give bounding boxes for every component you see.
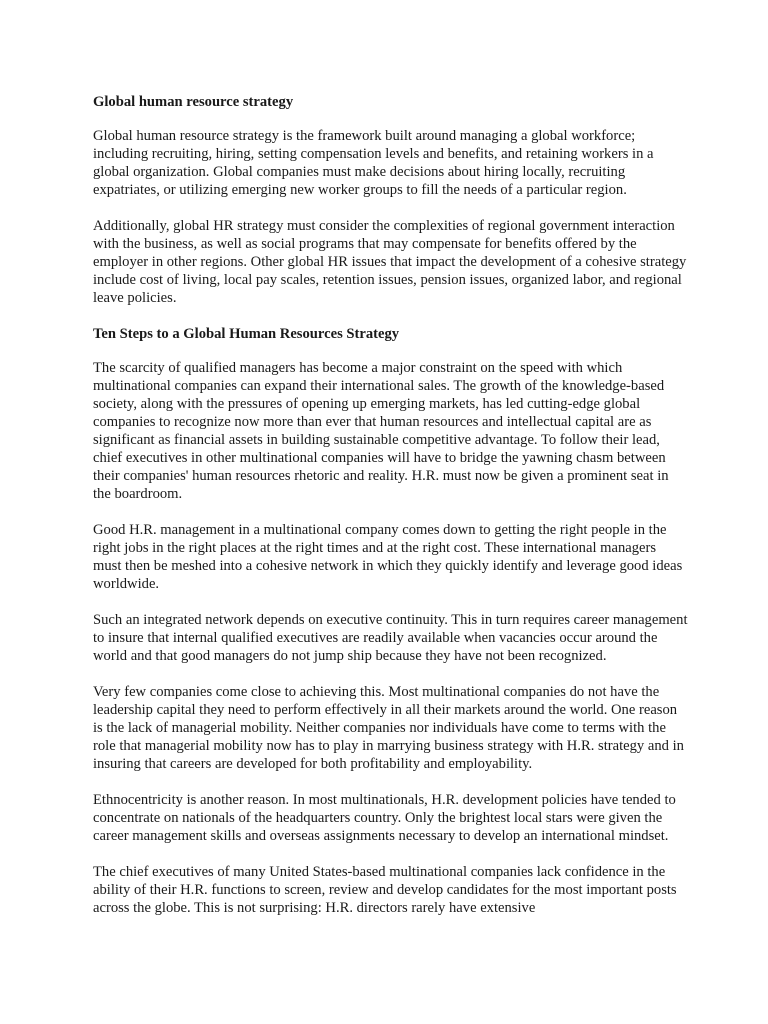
paragraph: Additionally, global HR strategy must consider the complexities of regional government interaction with the business, as well as social programs that may compensate for benefits offered by the employer in other regions. Other global HR issues that impact the development of a cohesive strategy include cost of living, local pay scales, retention issues, pension issues, organized labor, and regional leave policies. (93, 218, 687, 306)
paragraph: Good H.R. management in a multinational company comes down to getting the right people in the right jobs in the right places at the right times and at the right cost. These international managers must then be meshed into a cohesive network in which they quickly identify and leverage good ideas worldwide. (93, 522, 683, 592)
paragraph: Very few companies come close to achieving this. Most multinational companies do not have the leadership capital they need to perform effectively in all their markets around the world. One reason is the lack of managerial mobility. Neither companies nor individuals have come to terms with the role that managerial mobility now has to play in marrying business strategy with H.R. strategy and in insuring that careers are developed for both profitability and employability. (93, 684, 684, 772)
heading-global-hr-strategy: Global human resource strategy (93, 94, 294, 110)
heading-ten-steps: Ten Steps to a Global Human Resources Strategy (93, 326, 400, 342)
paragraph: Global human resource strategy is the framework built around managing a global workforce; including recruiting, hiring, setting compensation levels and benefits, and retaining workers in a global organization. Global companies must make decisions about hiring locally, recruiting expatriates, or utilizing emerging new worker groups to fill the needs of a particular region. (93, 128, 654, 198)
paragraph: The chief executives of many United States-based multinational companies lack confidence in the ability of their H.R. functions to screen, review and develop candidates for the most important posts across the globe. This is not surprising: H.R. directors rarely have extensive (93, 864, 677, 916)
paragraph: Such an integrated network depends on executive continuity. This in turn requires career management to insure that internal qualified executives are readily available when vacancies occur around the world and that good managers do not jump ship because they have not been recognized. (93, 612, 688, 664)
paragraph: The scarcity of qualified managers has become a major constraint on the speed with which multinational companies can expand their international sales. The growth of the knowledge-based society, along with the pressures of opening up emerging markets, has led cutting-edge global companies to recognize now more than ever that human resources and intellectual capital are as significant as financial assets in building sustainable competitive advantage. To follow their lead, chief executives in other multinational companies will have to bridge the yawning chasm between their companies' human resources rhetoric and reality. H.R. must now be given a prominent seat in the boardroom. (93, 360, 669, 502)
paragraph: Ethnocentricity is another reason. In most multinationals, H.R. development policies have tended to concentrate on nationals of the headquarters country. Only the brightest local stars were given the career management skills and overseas assignments necessary to develop an international mindset. (93, 792, 676, 844)
